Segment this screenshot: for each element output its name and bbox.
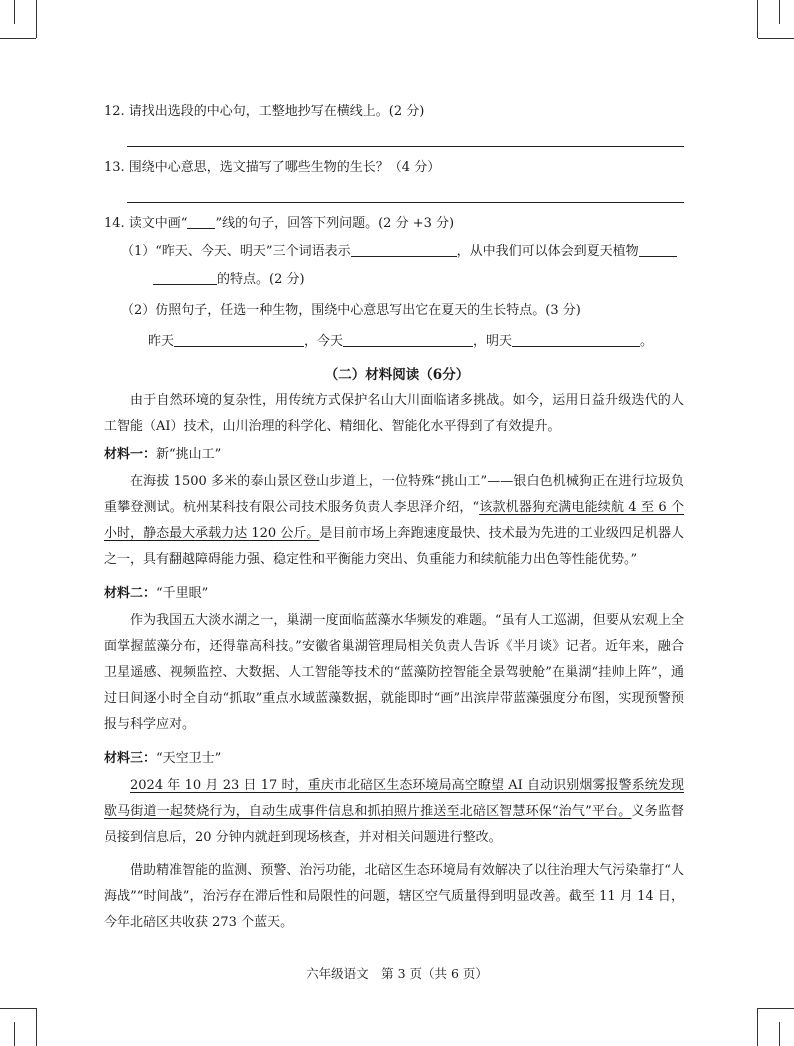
underline-marker bbox=[187, 214, 215, 229]
material-3-name: “天空卫士” bbox=[156, 751, 222, 766]
material-2-text: 作为我国五大淡水湖之一，巢湖一度面临蓝藻水华频发的难题。“虽有人工巡湖，但要从宏观上全面掌握蓝藻分布，还得靠高科技。”安徽省巢湖管理局相关负责人告诉《半月谈》记者。近年来，融合卫星遥感、视频监控、大数据、人工智能等技术的“蓝藻防控智能全景驾驶舱”在巢湖“挂帅上阵”，通过日间逐小时全自动“抓取”重点水域蓝藻数据，就能即时“画”出滨岸带蓝藻强度分布图，实现预警预报与科学应对。 bbox=[104, 613, 684, 732]
label-yesterday: 昨天 bbox=[148, 334, 175, 349]
crop-mark-top-right-v bbox=[757, 0, 758, 38]
material-1-text bbox=[104, 469, 684, 573]
question-14-text-a: 14. 读文中画“ bbox=[104, 216, 188, 231]
material-1-underlined: 该款机器狗充满电能续航 4 至 6 个小时，静态最大承载力达 120 公斤。 bbox=[104, 500, 684, 541]
material-1-text-a: 在海拔 1500 多米的泰山景区登山步道上，一位特殊“挑山工”——银白色机械狗正在进行垃圾负重攀登测试。杭州某科技有限公司技术服务负责人李思泽介绍，“ bbox=[104, 474, 684, 515]
crop-mark-top-left-v2 bbox=[14, 0, 15, 24]
answer-blank-14-1a[interactable] bbox=[351, 242, 457, 257]
question-14-1-text-c: 的特点。(2 分) bbox=[217, 272, 305, 287]
page-footer: 六年级语文 第 3 页（共 6 页） bbox=[306, 966, 488, 981]
label-today: ，今天 bbox=[304, 334, 344, 349]
question-14-1-cont bbox=[153, 270, 305, 289]
crop-mark-top-left-v bbox=[36, 0, 37, 38]
crop-mark-top-left-h bbox=[0, 38, 36, 39]
crop-mark-bottom-left-h bbox=[0, 1008, 36, 1009]
material-3-text-b: 义务监督员接到信息后，20 分钟内就赶到现场核查，并对相关问题进行整改。 bbox=[104, 804, 684, 845]
fill-line-14-2 bbox=[148, 332, 653, 351]
crop-mark-top-right-v2 bbox=[779, 0, 780, 24]
question-14-1-text-a: （1）“昨天、今天、明天”三个词语表示 bbox=[121, 244, 351, 259]
material-1-heading bbox=[104, 446, 221, 464]
answer-line-13[interactable] bbox=[127, 202, 684, 203]
material-1-name: 新“挑山工” bbox=[156, 447, 222, 462]
section-title: （二）材料阅读（6分） bbox=[324, 367, 470, 383]
crop-mark-top-right-h bbox=[758, 38, 794, 39]
answer-blank-tomorrow[interactable] bbox=[512, 332, 640, 347]
question-14-1 bbox=[121, 242, 677, 261]
answer-blank-today[interactable] bbox=[343, 332, 473, 347]
material-3-text-2: 借助精准智能的监测、预警、治污功能，北碚区生态环境局有效解决了以往治理大气污染靠打“人海战”“时间战”，治污存在滞后性和局限性的问题，辖区空气质量得到明显改善。截至 11 月 14 日，今年北碚区共收获 273 个蓝天。 bbox=[104, 863, 684, 930]
question-14-1-text-b: ，从中我们可以体会到夏天植物 bbox=[456, 244, 639, 259]
crop-mark-bottom-right-v2 bbox=[779, 1022, 780, 1046]
question-14-text-b: ”线的句子，回答下列问题。(2 分 +3 分) bbox=[215, 216, 455, 231]
reading-intro: 由于自然环境的复杂性，用传统方式保护名山大川面临诸多挑战。如今，运用日益升级迭代的人工智能（AI）技术，山川治理的科学化、精细化、智能化水平得到了有效提升。 bbox=[104, 393, 684, 434]
answer-blank-yesterday[interactable] bbox=[174, 332, 304, 347]
answer-blank-14-1b[interactable] bbox=[639, 242, 677, 257]
material-2-heading bbox=[104, 585, 208, 603]
crop-mark-bottom-right-h bbox=[758, 1008, 794, 1009]
answer-line-12[interactable] bbox=[127, 146, 684, 147]
material-3-underlined: 2024 年 10 月 23 日 17 时，重庆市北碚区生态环境局高空瞭望 AI 自动识别烟雾报警系统发现歇马街道一起焚烧行为，自动生成事件信息和抓拍照片推送至北碚区智慧环保“治气”平台。 bbox=[104, 778, 684, 819]
material-1-label: 材料一： bbox=[104, 447, 157, 462]
question-14 bbox=[104, 214, 454, 233]
material-3-heading bbox=[104, 750, 221, 768]
label-tomorrow: ，明天 bbox=[473, 334, 513, 349]
crop-mark-bottom-left-v bbox=[36, 1008, 37, 1046]
question-14-2: （2）仿照句子，任选一种生物，围绕中心意思写出它在夏天的生长特点。(3 分) bbox=[121, 303, 581, 318]
material-2-label: 材料二： bbox=[104, 586, 157, 601]
material-3-label: 材料三： bbox=[104, 751, 157, 766]
crop-mark-bottom-right-v bbox=[757, 1008, 758, 1046]
material-2-name: “千里眼” bbox=[156, 586, 209, 601]
crop-mark-bottom-left-v2 bbox=[14, 1022, 15, 1046]
answer-blank-14-1c[interactable] bbox=[153, 270, 217, 285]
question-13: 13. 围绕中心意思，选文描写了哪些生物的生长？（4 分） bbox=[104, 160, 441, 175]
label-end: 。 bbox=[640, 334, 654, 349]
material-3-text bbox=[104, 773, 684, 851]
material-1-text-b: 是目前市场上奔跑速度最快、技术最为先进的工业级四足机器人之一，具有翻越障碍能力强、稳定性和平衡能力突出、负重能力和续航能力出色等性能优势。” bbox=[104, 526, 684, 567]
question-12: 12. 请找出选段的中心句，工整地抄写在横线上。(2 分) bbox=[104, 104, 425, 119]
